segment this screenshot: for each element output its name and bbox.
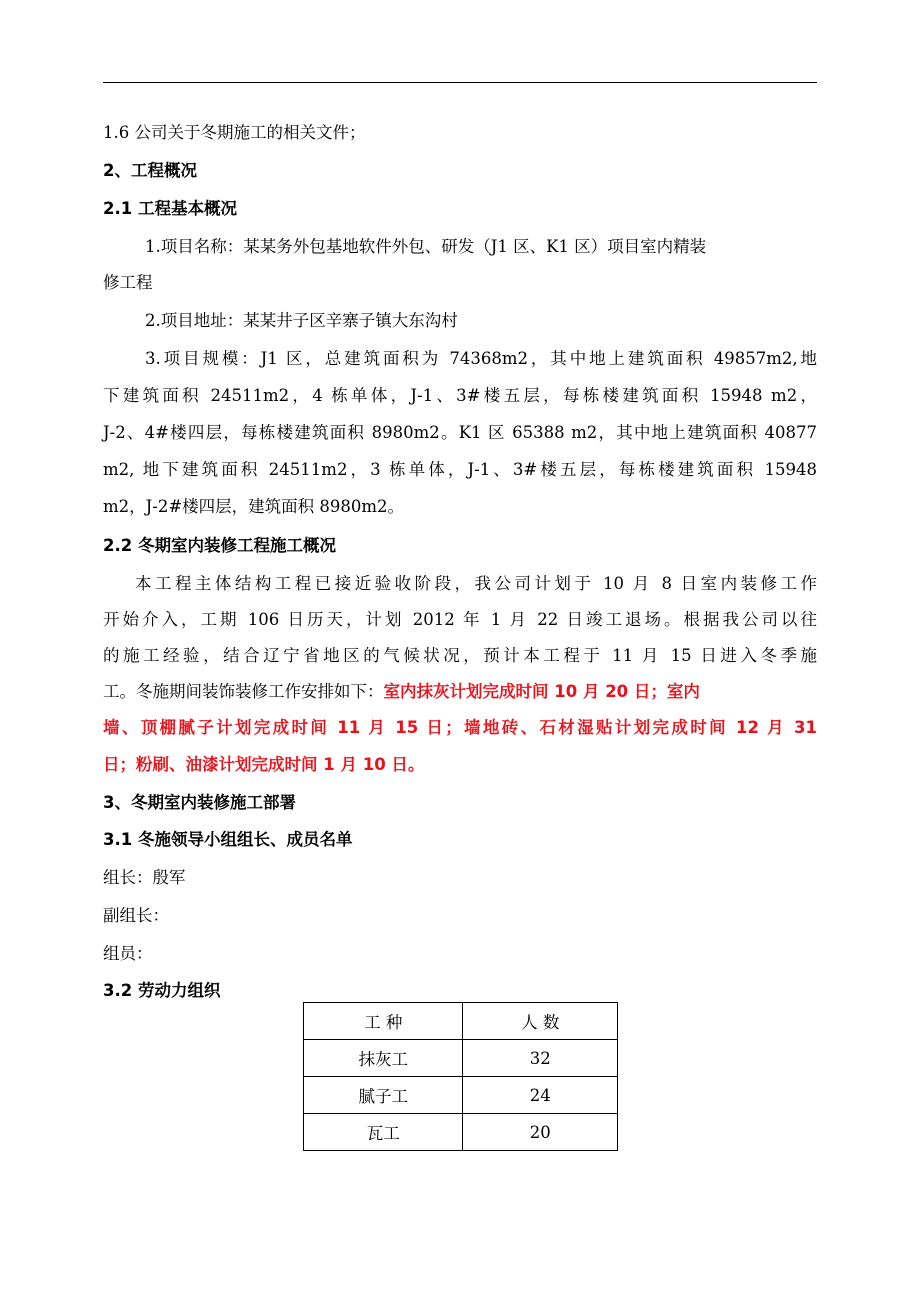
schedule-highlight: 日；粉刷、油漆计划完成时间 1 月 10 日。 — [103, 755, 425, 774]
header-rule — [103, 82, 817, 83]
subsection-heading: 3.1 冬施领导小组组长、成员名单 — [103, 830, 353, 849]
table-row — [304, 1040, 618, 1077]
schedule-highlight: 墙、顶棚腻子计划完成时间 11 月 15 日；墙地砖、石材湿贴计划完成时间 12 月 31 — [103, 718, 817, 737]
table-cell: 瓦工 — [304, 1114, 463, 1151]
section-heading: 2、工程概况 — [103, 161, 197, 180]
doc-line: m2，J-2#楼四层，建筑面积 8980m2。 — [103, 497, 405, 516]
subsection-heading: 2.2 冬期室内装修工程施工概况 — [103, 536, 336, 555]
table-row — [304, 1114, 618, 1151]
doc-line: 副组长： — [103, 906, 169, 925]
doc-line: J-2、4#楼四层，每栋楼建筑面积 8980m2。K1 区 65388 m2，其中地上建筑面积 40877 — [103, 423, 817, 442]
schedule-intro: 工。冬施期间装饰装修工作安排如下： — [103, 682, 384, 701]
doc-line: 组员： — [103, 944, 153, 963]
subsection-heading: 3.2 劳动力组织 — [103, 981, 221, 1000]
doc-line: 的施工经验，结合辽宁省地区的气候状况，预计本工程于 11 月 15 日进入冬季施 — [103, 646, 817, 665]
section-heading: 3、冬期室内装修施工部署 — [103, 793, 296, 812]
doc-line: 本工程主体结构工程已接近验收阶段，我公司计划于 10 月 8 日室内装修工作 — [135, 574, 817, 593]
doc-line: 1.项目名称：某某务外包基地软件外包、研发（J1 区、K1 区）项目室内精装 — [145, 237, 707, 256]
table-header-cell: 工 种 — [304, 1003, 463, 1040]
doc-line: 开始介入，工期 106 日历天，计划 2012 年 1 月 22 日竣工退场。根据我公司以往 — [103, 610, 817, 629]
table-cell: 32 — [463, 1040, 618, 1077]
table-row — [304, 1077, 618, 1114]
subsection-heading: 2.1 工程基本概况 — [103, 199, 237, 218]
doc-line: 修工程 — [103, 273, 153, 292]
doc-line: 下建筑面积 24511m2，4 栋单体，J-1、3#楼五层，每栋楼建筑面积 15948 m2， — [103, 386, 817, 405]
doc-line: m2, 地下建筑面积 24511m2，3 栋单体，J-1、3#楼五层，每栋楼建筑面积 15948 — [103, 460, 817, 479]
table-cell: 腻子工 — [304, 1077, 463, 1114]
table-cell: 20 — [463, 1114, 618, 1151]
doc-line: 组长：殷军 — [103, 868, 186, 887]
table-header-cell: 人 数 — [463, 1003, 618, 1040]
doc-line — [103, 681, 817, 703]
doc-line: 3.项目规模：J1 区，总建筑面积为 74368m2，其中地上建筑面积 49857m2,地 — [145, 349, 817, 368]
table-cell: 抹灰工 — [304, 1040, 463, 1077]
doc-line: 2.项目地址：某某井子区辛寨子镇大东沟村 — [145, 311, 458, 330]
table-header-row — [304, 1003, 618, 1040]
doc-line: 1.6 公司关于冬期施工的相关文件； — [103, 123, 366, 142]
table-cell: 24 — [463, 1077, 618, 1114]
labor-table — [303, 1002, 618, 1151]
schedule-highlight: 室内抹灰计划完成时间 10 月 20 日；室内 — [383, 682, 700, 701]
